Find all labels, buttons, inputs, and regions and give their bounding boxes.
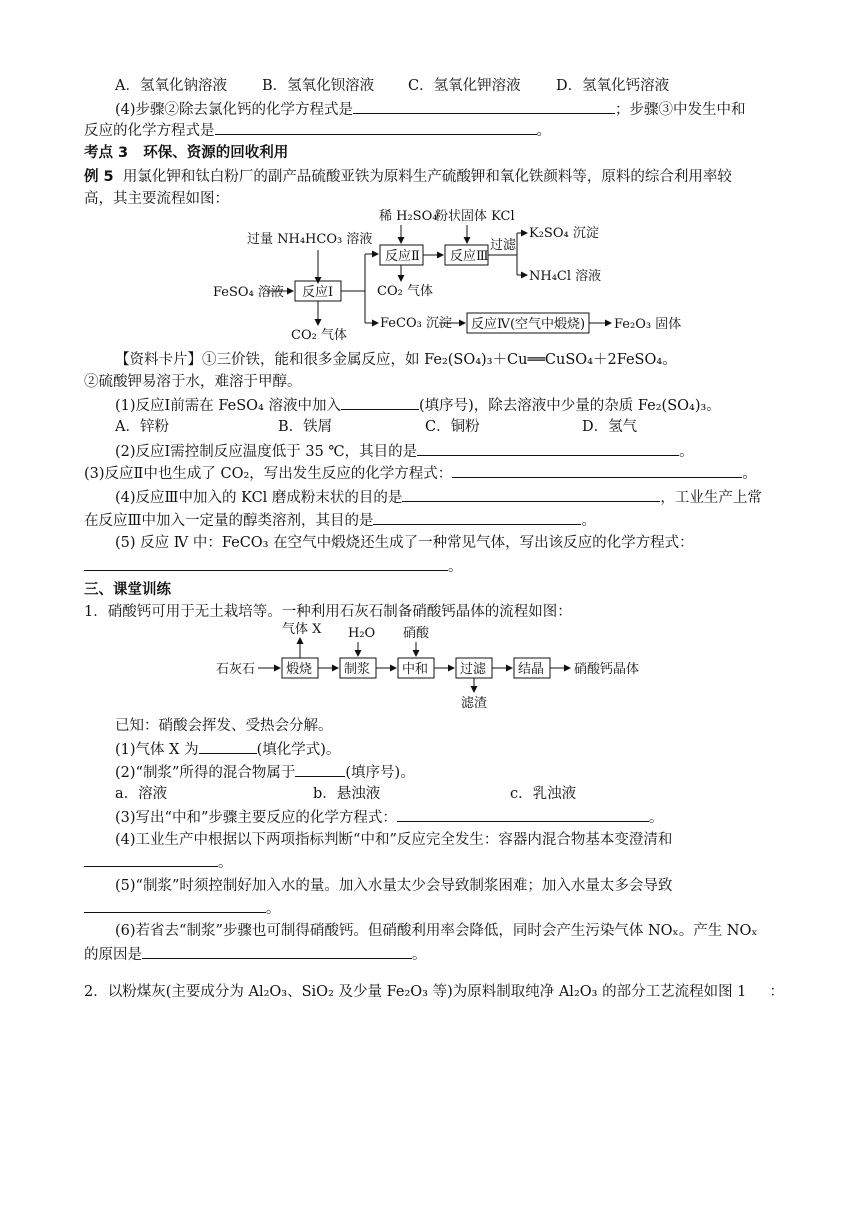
- answer-blank[interactable]: [84, 852, 218, 867]
- answer-blank[interactable]: [341, 395, 419, 410]
- gas-x-label: 气体 X: [282, 622, 322, 637]
- ex5-q1-option-d: D．氢气: [582, 419, 638, 435]
- ex5-intro: 例 5 用氯化钾和钛白粉厂的副产品硫酸亚铁为原料生产硫酸钾和氧化铁颜料等，原料的综合利用率较: [84, 169, 732, 185]
- p1-q5: (5)“制浆”时须控制好加入水的量。加入水量太少会导致制浆困难；加入水量太多会导致: [115, 878, 673, 894]
- p1-q5-line2: 。: [84, 898, 281, 919]
- box5-label: 结晶: [518, 662, 545, 677]
- p1-q1: (1)气体 X 为 (填化学式)。: [115, 739, 340, 760]
- prev-q4-line2: 反应的化学方程式是 。: [84, 120, 551, 141]
- ex5-q1-option-b: B．铁屑: [278, 419, 333, 435]
- answer-blank[interactable]: [353, 99, 615, 114]
- out-k2so4: K₂SO₄ 沉淀: [529, 226, 599, 241]
- box4-label: 反应Ⅳ(空气中煅烧): [471, 317, 586, 332]
- start-limestone: 石灰石: [216, 662, 256, 677]
- feco3-precipitate: FeCO₃ 沉淀: [380, 316, 452, 331]
- p1-q6: (6)若省去“制浆”步骤也可制得硝酸钙。但硝酸利用率会降低，同时会产生污染气体 NOₓ。产生 NOₓ: [115, 923, 758, 939]
- p1-intro: 1．硝酸钙可用于无土栽培等。一种利用石灰石制备硝酸钙晶体的流程如图：: [84, 604, 572, 620]
- option-d: D．氢氧化钙溶液: [556, 78, 670, 94]
- reagent-nh4hco3: 过量 NH₄HCO₃ 溶液: [247, 232, 373, 247]
- answer-blank[interactable]: [373, 510, 581, 525]
- nitric-acid-label: 硝酸: [403, 626, 430, 641]
- answer-blank[interactable]: [397, 807, 649, 822]
- p1-known: 已知：硝酸会挥发、受热会分解。: [115, 718, 333, 734]
- ex5-q5: (5) 反应 Ⅳ 中：FeCO₃ 在空气中煅烧还生成了一种常见气体，写出该反应的化学方程式：: [115, 535, 694, 551]
- answer-blank[interactable]: [199, 739, 257, 754]
- box1-label: 煅烧: [286, 662, 313, 677]
- ex5-q5-line2: 。: [84, 556, 463, 577]
- answer-blank[interactable]: [295, 762, 345, 777]
- box3-label: 中和: [402, 662, 429, 677]
- ex5-q3: (3)反应Ⅱ中也生成了 CO₂，写出发生反应的化学方程式： 。: [84, 463, 757, 484]
- p1-q4: (4)工业生产中根据以下两项指标判断“中和”反应完全发生：容器内混合物基本变澄清和: [115, 832, 673, 848]
- ex5-q1-option-a: A．锌粉: [115, 419, 169, 435]
- p1-q4-line2: 。: [84, 852, 233, 873]
- reagent-kcl: 粉状固体 KCl: [435, 209, 515, 224]
- ex5-q1-option-c: C．铜粉: [425, 419, 480, 435]
- answer-blank[interactable]: [215, 120, 537, 135]
- p1-q3: (3)写出“中和”步骤主要反应的化学方程式： 。: [115, 807, 663, 828]
- option-c: C．氢氧化钾溶液: [408, 78, 521, 94]
- ex5-q2: (2)反应Ⅰ需控制反应温度低于 35 ℃，其目的是 。: [115, 441, 694, 462]
- box4-label: 过滤: [460, 662, 487, 677]
- ex5-flow-diagram: [205, 205, 685, 345]
- prev-q4-line: (4)步骤②除去氯化钙的化学方程式是 ；步骤③中发生中和: [115, 99, 746, 120]
- end-product: 硝酸钙晶体: [574, 662, 640, 677]
- option-b: B．氢氧化钡溶液: [262, 78, 375, 94]
- residue-label: 滤渣: [461, 696, 488, 710]
- section-3-heading: 三、课堂训练: [84, 582, 171, 598]
- answer-blank[interactable]: [452, 463, 742, 478]
- answer-blank[interactable]: [402, 487, 660, 502]
- co2-gas-1: CO₂ 气体: [291, 328, 347, 343]
- box1-label: 反应Ⅰ: [302, 285, 334, 300]
- answer-blank[interactable]: [142, 944, 412, 959]
- ex5-q4: (4)反应Ⅲ中加入的 KCl 磨成粉末状的目的是 ，工业生产上常: [115, 487, 762, 508]
- p1-q2-option-c: c．乳浊液: [510, 786, 577, 802]
- p2-intro: 2．以粉煤灰(主要成分为 Al₂O₃、SiO₂ 及少量 Fe₂O₃ 等)为原料制取纯净 Al₂O₃ 的部分工艺流程如图 1 ：: [84, 984, 784, 1000]
- filter-label: 过滤: [490, 238, 517, 253]
- ex5-q1: (1)反应Ⅰ前需在 FeSO₄ 溶液中加入 (填序号)，除去溶液中少量的杂质 Fe₂(SO₄)₃。: [115, 395, 721, 416]
- box2-label: 制浆: [344, 662, 371, 677]
- h2o-label: H₂O: [348, 626, 376, 641]
- p1-flow-diagram: [214, 620, 674, 710]
- kaodian3-heading: 考点 3 环保、资源的回收利用: [84, 145, 289, 161]
- box2-label: 反应Ⅱ: [385, 249, 420, 264]
- answer-blank[interactable]: [417, 441, 679, 456]
- option-a: A．氢氧化钠溶液: [115, 78, 227, 94]
- info-card-2: ②硫酸钾易溶于水，难溶于甲醇。: [84, 374, 302, 390]
- box3-label: 反应Ⅲ: [450, 249, 489, 264]
- p1-q2: (2)“制浆”所得的混合物属于 (填序号)。: [115, 762, 415, 783]
- reagent-h2so4: 稀 H₂SO₄: [379, 209, 438, 224]
- p1-q6-line2: 的原因是 。: [84, 944, 427, 965]
- answer-blank[interactable]: [84, 556, 448, 571]
- input-feso4: FeSO₄ 溶液: [213, 285, 284, 300]
- co2-gas-2: CO₂ 气体: [377, 284, 433, 299]
- ex5-q4-line2: 在反应Ⅲ中加入一定量的醇类溶剂，其目的是 。: [84, 510, 596, 531]
- ex5-intro2: 高，其主要流程如图：: [84, 191, 229, 207]
- out-fe2o3: Fe₂O₃ 固体: [614, 317, 682, 332]
- p1-q2-option-a: a．溶液: [115, 786, 168, 802]
- info-card-1: 【资料卡片】①三价铁，能和很多金属反应，如 Fe₂(SO₄)₃＋Cu══CuSO₄＋2FeSO₄。: [115, 352, 677, 368]
- out-nh4cl: NH₄Cl 溶液: [529, 269, 602, 284]
- p1-q2-option-b: b．悬浊液: [313, 786, 381, 802]
- answer-blank[interactable]: [84, 898, 266, 913]
